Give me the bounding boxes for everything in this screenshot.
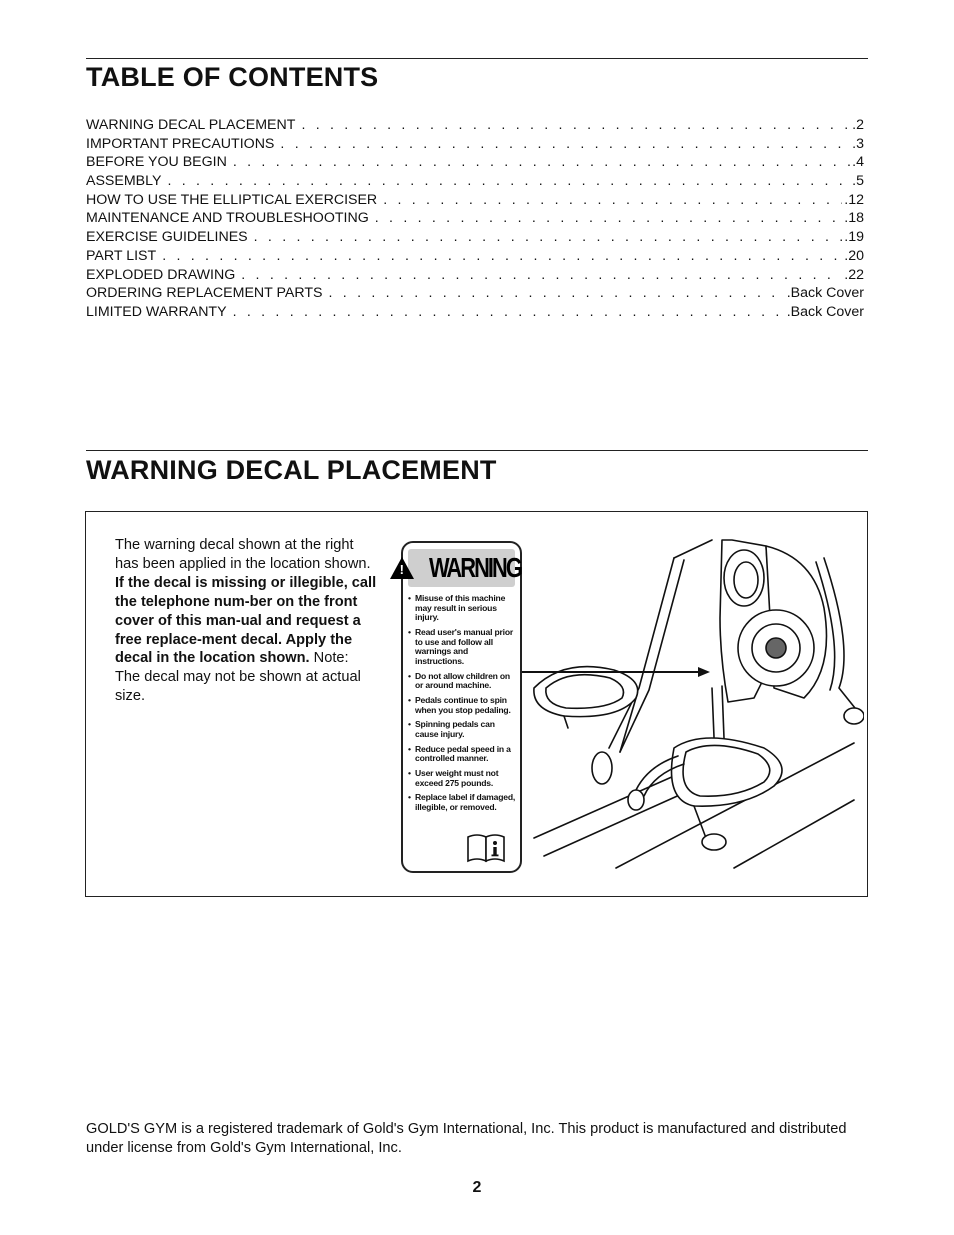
toc-leader-dots <box>375 209 843 228</box>
warning-section-top-rule <box>86 450 868 451</box>
warning-decal <box>401 541 522 873</box>
toc-entry-title: IMPORTANT PRECAUTIONS <box>86 135 275 152</box>
warning-decal-item: • Read user's manual prior to use and follow all warnings and instructions. <box>408 628 518 666</box>
decal-placement-box <box>85 511 868 897</box>
toc-leader-dots <box>241 266 842 285</box>
toc-leader-dots <box>301 116 850 135</box>
toc-leader-dots <box>329 284 785 303</box>
decal-bold-instructions: If the decal is missing or illegible, call the telephone num-ber on the front cover of this man-ual and request a free replace-ment decal. Apply the decal in the location shown. <box>115 574 377 667</box>
toc-entry[interactable] <box>86 153 864 172</box>
decal-location-arrow <box>522 662 712 682</box>
warning-decal-word: WARNING <box>428 552 521 583</box>
toc-leader-dots <box>233 303 785 322</box>
toc-entry-page: .Back Cover <box>786 285 864 302</box>
toc-entry-page: .20 <box>844 247 864 264</box>
warning-triangle-symbol: ! <box>399 562 404 577</box>
warning-decal-item: • Reduce pedal speed in a controlled manner. <box>408 745 518 764</box>
toc-entry[interactable] <box>86 135 864 154</box>
toc-entry-page: .22 <box>844 266 864 283</box>
toc-entry[interactable] <box>86 191 864 210</box>
toc-entry[interactable] <box>86 116 864 135</box>
toc-leader-dots <box>167 172 850 191</box>
toc-leader-dots <box>383 191 842 210</box>
toc-list <box>86 116 864 322</box>
toc-entry[interactable] <box>86 209 864 228</box>
toc-entry[interactable] <box>86 284 864 303</box>
decal-instructions <box>115 536 377 706</box>
warning-decal-item: • Pedals continue to spin when you stop pedaling. <box>408 696 518 715</box>
toc-entry-page: .4 <box>852 154 864 171</box>
toc-entry-title: WARNING DECAL PLACEMENT <box>86 117 296 133</box>
warning-decal-item: • Misuse of this machine may result in serious injury. <box>408 594 518 623</box>
trademark-notice: GOLD'S GYM is a registered trademark of Gold's Gym International, Inc. This product is manufactured and distributed under license from Gold's Gym International, Inc. <box>86 1121 847 1156</box>
toc-leader-dots <box>280 135 850 154</box>
decal-note-text: Note: The decal may not be shown at actual size. <box>115 650 361 705</box>
warning-decal-item: • Spinning pedals can cause injury. <box>408 720 518 739</box>
toc-entry-page: .Back Cover <box>786 303 864 320</box>
toc-entry[interactable] <box>86 172 864 191</box>
toc-entry-title: EXERCISE GUIDELINES <box>86 229 248 246</box>
warning-decal-item: • Replace label if damaged, illegible, or removed. <box>408 793 518 812</box>
toc-entry[interactable] <box>86 266 864 285</box>
toc-entry-page: .12 <box>844 191 864 208</box>
toc-entry-title: LIMITED WARRANTY <box>86 303 227 320</box>
warning-section-title: WARNING DECAL PLACEMENT <box>86 455 497 485</box>
warning-decal-header <box>399 549 521 587</box>
toc-entry-title: PART LIST <box>86 247 157 264</box>
toc-entry-page: .5 <box>852 173 864 190</box>
toc-entry-title: HOW TO USE THE ELLIPTICAL EXERCISER <box>86 191 378 208</box>
warning-decal-list <box>408 594 518 818</box>
warning-triangle-icon <box>390 557 414 579</box>
toc-leader-dots <box>162 247 842 266</box>
toc-entry-title: EXPLODED DRAWING <box>86 266 236 283</box>
toc-entry-page: .3 <box>852 135 864 152</box>
toc-entry-page: .2 <box>852 117 864 133</box>
warning-decal-item: • User weight must not exceed 275 pounds. <box>408 769 518 788</box>
elliptical-machine-illustration <box>524 538 864 876</box>
manual-info-icon <box>466 833 508 865</box>
toc-top-rule <box>86 58 868 59</box>
toc-entry-title: BEFORE YOU BEGIN <box>86 154 227 171</box>
toc-leader-dots <box>254 228 843 247</box>
toc-entry-title: ORDERING REPLACEMENT PARTS <box>86 285 323 302</box>
toc-entry-page: .19 <box>844 229 864 246</box>
toc-title: TABLE OF CONTENTS <box>86 62 379 92</box>
toc-entry[interactable] <box>86 247 864 266</box>
page-number: 2 <box>472 1179 482 1196</box>
toc-entry[interactable] <box>86 303 864 322</box>
toc-entry-title: ASSEMBLY <box>86 173 162 190</box>
toc-entry-page: .18 <box>844 210 864 227</box>
toc-leader-dots <box>233 153 850 172</box>
toc-entry-title: MAINTENANCE AND TROUBLESHOOTING <box>86 210 369 227</box>
warning-decal-item: • Do not allow children on or around machine. <box>408 672 518 691</box>
decal-intro-text: The warning decal shown at the right has been applied in the location shown. <box>115 537 371 572</box>
toc-entry[interactable] <box>86 228 864 247</box>
